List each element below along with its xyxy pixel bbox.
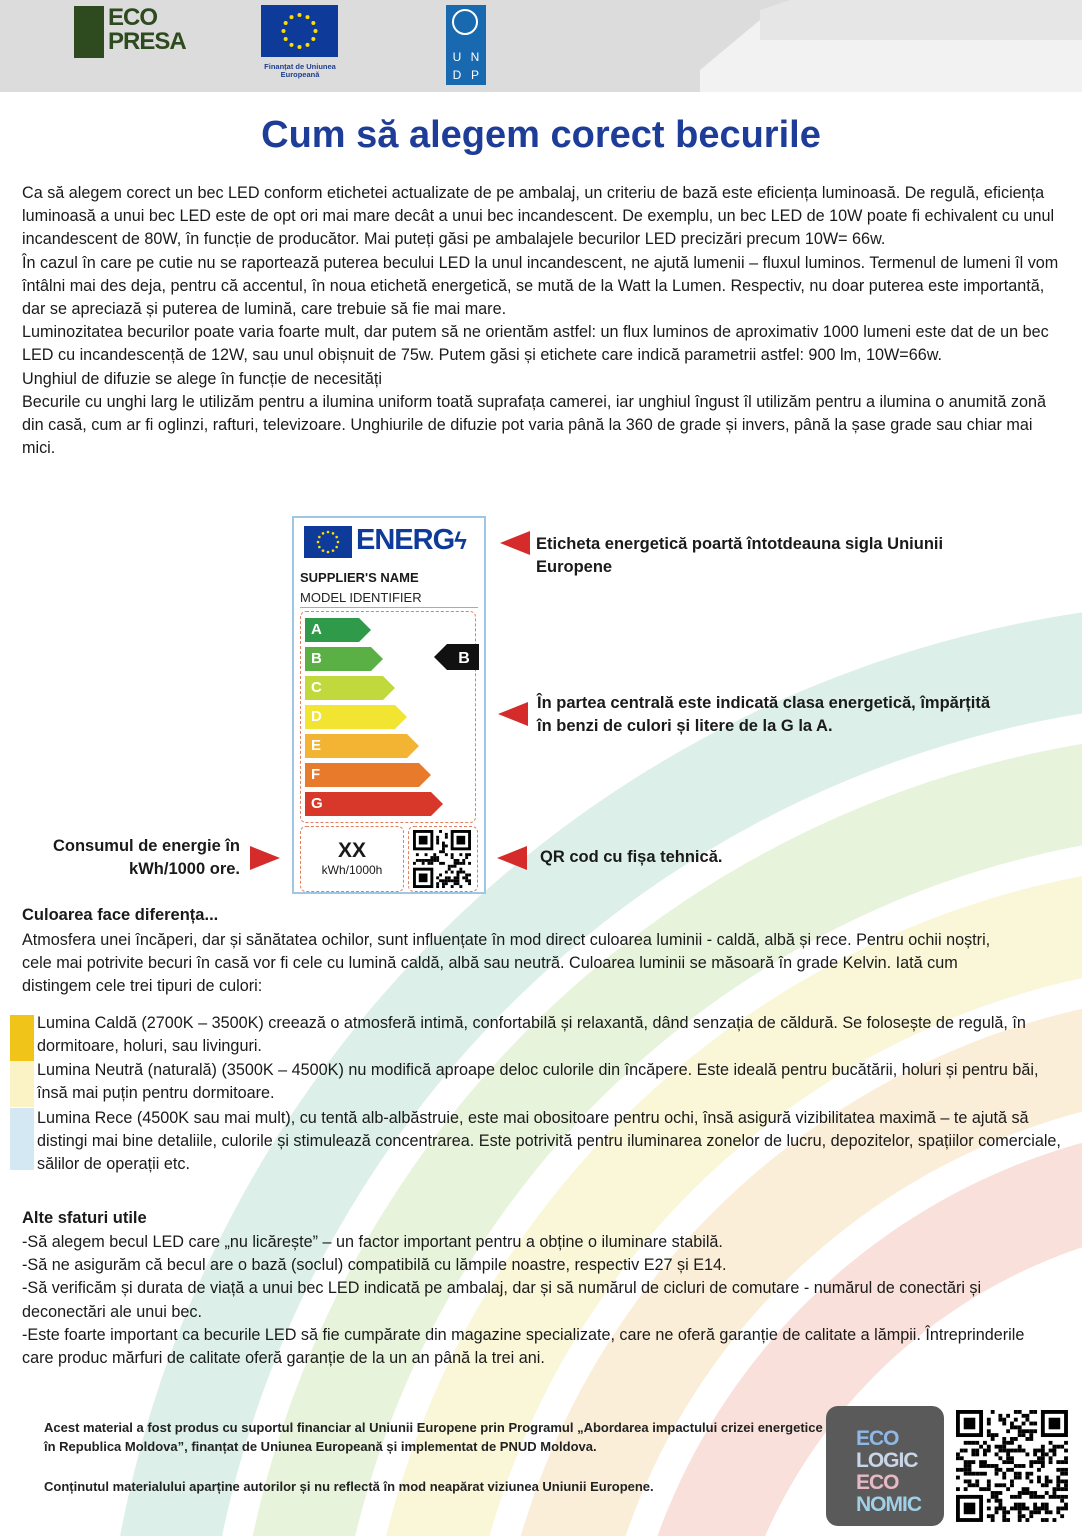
pen-nib-icon (74, 6, 104, 58)
intro-paragraph: Ca să alegem corect un bec LED conform etichetei actualizate de pe ambalaj, un criteriu de bază este eficiența luminoasă. De regulă, eficiența luminoasă a unui bec LED este de opt ori mai mare decât a unui bec incandescent. De exemplu, un bec LED de 10W poate fi echivalent cu unul incandescent de 80W, în funcție de producător. Mai puteți găsi pe ambalajele becurilor LED precizări precum 10W= 66w. (22, 184, 1055, 249)
light-type-warm: Lumina Caldă (2700K – 3500K) creează o atmosferă intimă, confortabilă și relaxantă, dând senzația de căldură. Se folosește de regulă, în dormitoare, holuri, sau livinguri. (37, 1014, 1026, 1056)
footer-text (44, 1418, 824, 1496)
page-title: Cum să alegem corect becurile (261, 114, 821, 156)
tip-item: -Să verificăm și durata de viață a unui bec LED indicată pe ambalaj, dar și să numărul de cicluri de comutare - numărul de conectări și deconectări ale unui bec. (22, 1279, 982, 1321)
energy-band-g: G (305, 792, 431, 816)
cold-light-swatch (10, 1108, 34, 1170)
intro-paragraph: Becurile cu unghi larg le utilizăm pentru a ilumina uniform toată suprafața camerei, iar unghiul îngust îl utilizăm pentru a ilumina o anumită zonă din casă, cum ar fi oglinzi, rafturi, televizoare. Unghiurile de difuzie pot varia până la 360 de grade și invers, până la șase grade sau chiar mai mici. (22, 392, 1046, 458)
tip-item: -Să alegem becul LED care „nu licărește” – un factor important pentru a obține o iluminare stabilă. (22, 1233, 723, 1251)
energy-band-d: D (305, 705, 395, 729)
pointer-arrow (250, 846, 280, 870)
eu-funding-caption: Finanțat de Uniunea Europeană (264, 62, 336, 79)
intro-paragraph: Luminozitatea becurilor poate varia foarte mult, dar putem să ne orientăm astfel: un flux luminos de aproximativ 1000 lumeni este dat de un bec LED cu incandescență de 12W, sau unul obișnuit de 75w. Putem găsi și etichete care indică parametrii astfel: 900 lm, 10W=66w. (22, 323, 1049, 365)
eco-presa-logo: ECO PRESA (74, 6, 174, 58)
pointer-arrow (498, 702, 528, 726)
qr-code-icon (956, 1410, 1068, 1522)
intro-paragraph: Unghiul de difuzie se alege în funcție de necesități (22, 369, 382, 388)
energy-label (292, 516, 486, 894)
warm-light-swatch (10, 1015, 34, 1061)
class-letter: B (458, 650, 470, 667)
annotation-energy-class: În partea centrală este indicată clasa energetică, împărțită în benzi de culori și litere de la G la A. (537, 694, 991, 735)
neutral-light-swatch (10, 1061, 34, 1107)
disclaimer-note: Conținutul materialului aparține autorilor și nu reflectă în mod neapărat viziunea Uniunii Europene. (44, 1479, 654, 1494)
energy-class-scale (300, 611, 476, 823)
qr-code-box (408, 826, 478, 892)
annotation-consumption: Consumul de energie în kWh/1000 ore. (52, 837, 240, 878)
undp-logo: U N D P (446, 5, 486, 85)
class-pointer (434, 644, 479, 670)
energy-band-b: B (305, 647, 371, 671)
model-identifier: MODEL IDENTIFIER (300, 590, 422, 605)
supplier-name: SUPPLIER'S NAME (300, 570, 419, 585)
lightning-icon: ϟ (454, 528, 466, 555)
section-heading-color: Culoarea face diferența... (22, 906, 219, 924)
intro-text (22, 182, 1067, 460)
energy-band-f: F (305, 763, 419, 787)
header (0, 0, 1082, 92)
consumption-unit: kWh/1000h (321, 863, 383, 877)
ecologic-economic-logo: ECO LOGIC ECO NOMIC (826, 1406, 944, 1526)
annotation-qr: QR cod cu fișa tehnică. (540, 848, 723, 866)
consumption-box (300, 826, 404, 892)
intro-paragraph: În cazul în care pe cutie nu se raportează puterea becului LED la unul incandescent, ne ajută lumenii – fluxul luminos. Termenul de lumeni îl vom întâlni mai des deja, pentru că accentul, în noua etichetă energetică, se mută de la Watt la Lumen. Respectiv, nu doar puterea este importantă, dar se apreciază și puterea de lumină, care trebuie să fie mai mare. (22, 253, 1059, 319)
tip-item: -Să ne asigurăm că becul are o bază (soclul) compatibilă cu lămpile noastre, respectiv E27 și E14. (22, 1256, 727, 1275)
energ-logo: ENERGϟ (356, 524, 466, 556)
tips-list (22, 1231, 1052, 1370)
funding-note: Acest material a fost produs cu suportul financiar al Uniunii Europene prin Programul „Abordarea impactului crizei energetice în Republica Moldova”, finanțat de Uniunea Europeană și implementat de PNUD Moldova. (44, 1420, 823, 1454)
color-intro: Atmosfera unei încăperi, dar și sănătatea ochilor, sunt influențate în mod direct culoarea luminii - caldă, albă și rece. Pentru ochii noștri, cele mai potrivite becuri în casă vor fi cele cu lumină caldă, albă sau neutră. Culoarea luminii se măsoară în grade Kelvin. Iată cum distingem cele trei tipuri de culori: (22, 931, 991, 996)
light-type-neutral: Lumina Neutră (naturală) (3500K – 4500K) nu modifică aproape deloc culorile din încăpere. Este ideală pentru bucătării, holuri și pentru băi, însă mai puțin pentru dormitoare. (37, 1061, 1039, 1103)
consumption-value: XX (337, 839, 366, 862)
tip-item: -Este foarte important ca becurile LED să fie cumpărate din magazine specializate, care ne oferă garanție de calitate a lămpii. Întreprinderile care produc mărfuri de calitate oferă garanție de la un an până la trei ani. (22, 1325, 1025, 1368)
un-globe-icon (452, 9, 478, 35)
qr-code-icon (413, 830, 473, 888)
energy-band-a: A (305, 618, 359, 642)
divider (300, 607, 478, 608)
eu-flag-icon (261, 5, 338, 57)
eu-flag-icon (304, 526, 352, 558)
energy-band-c: C (305, 676, 383, 700)
energy-band-e: E (305, 734, 407, 758)
section-heading-tips: Alte sfaturi utile (22, 1209, 147, 1227)
pointer-arrow (497, 846, 527, 870)
light-type-cold: Lumina Rece (4500K sau mai mult), cu tentă alb-albăstruie, este mai obositoare pentru ochi, însă asigură vizibilitatea maximă – te ajută să distingi mai bine detaliile, culorile și stimulează concentrarea. Este potrivită pentru iluminarea zonelor de lucru, depozitelor, spațiilor comerciale, sălilor de operații etc. (37, 1109, 1061, 1174)
annotation-eu-logo: Eticheta energetică poartă întotdeauna sigla Uniunii Europene (536, 535, 944, 576)
pointer-arrow (500, 531, 530, 555)
